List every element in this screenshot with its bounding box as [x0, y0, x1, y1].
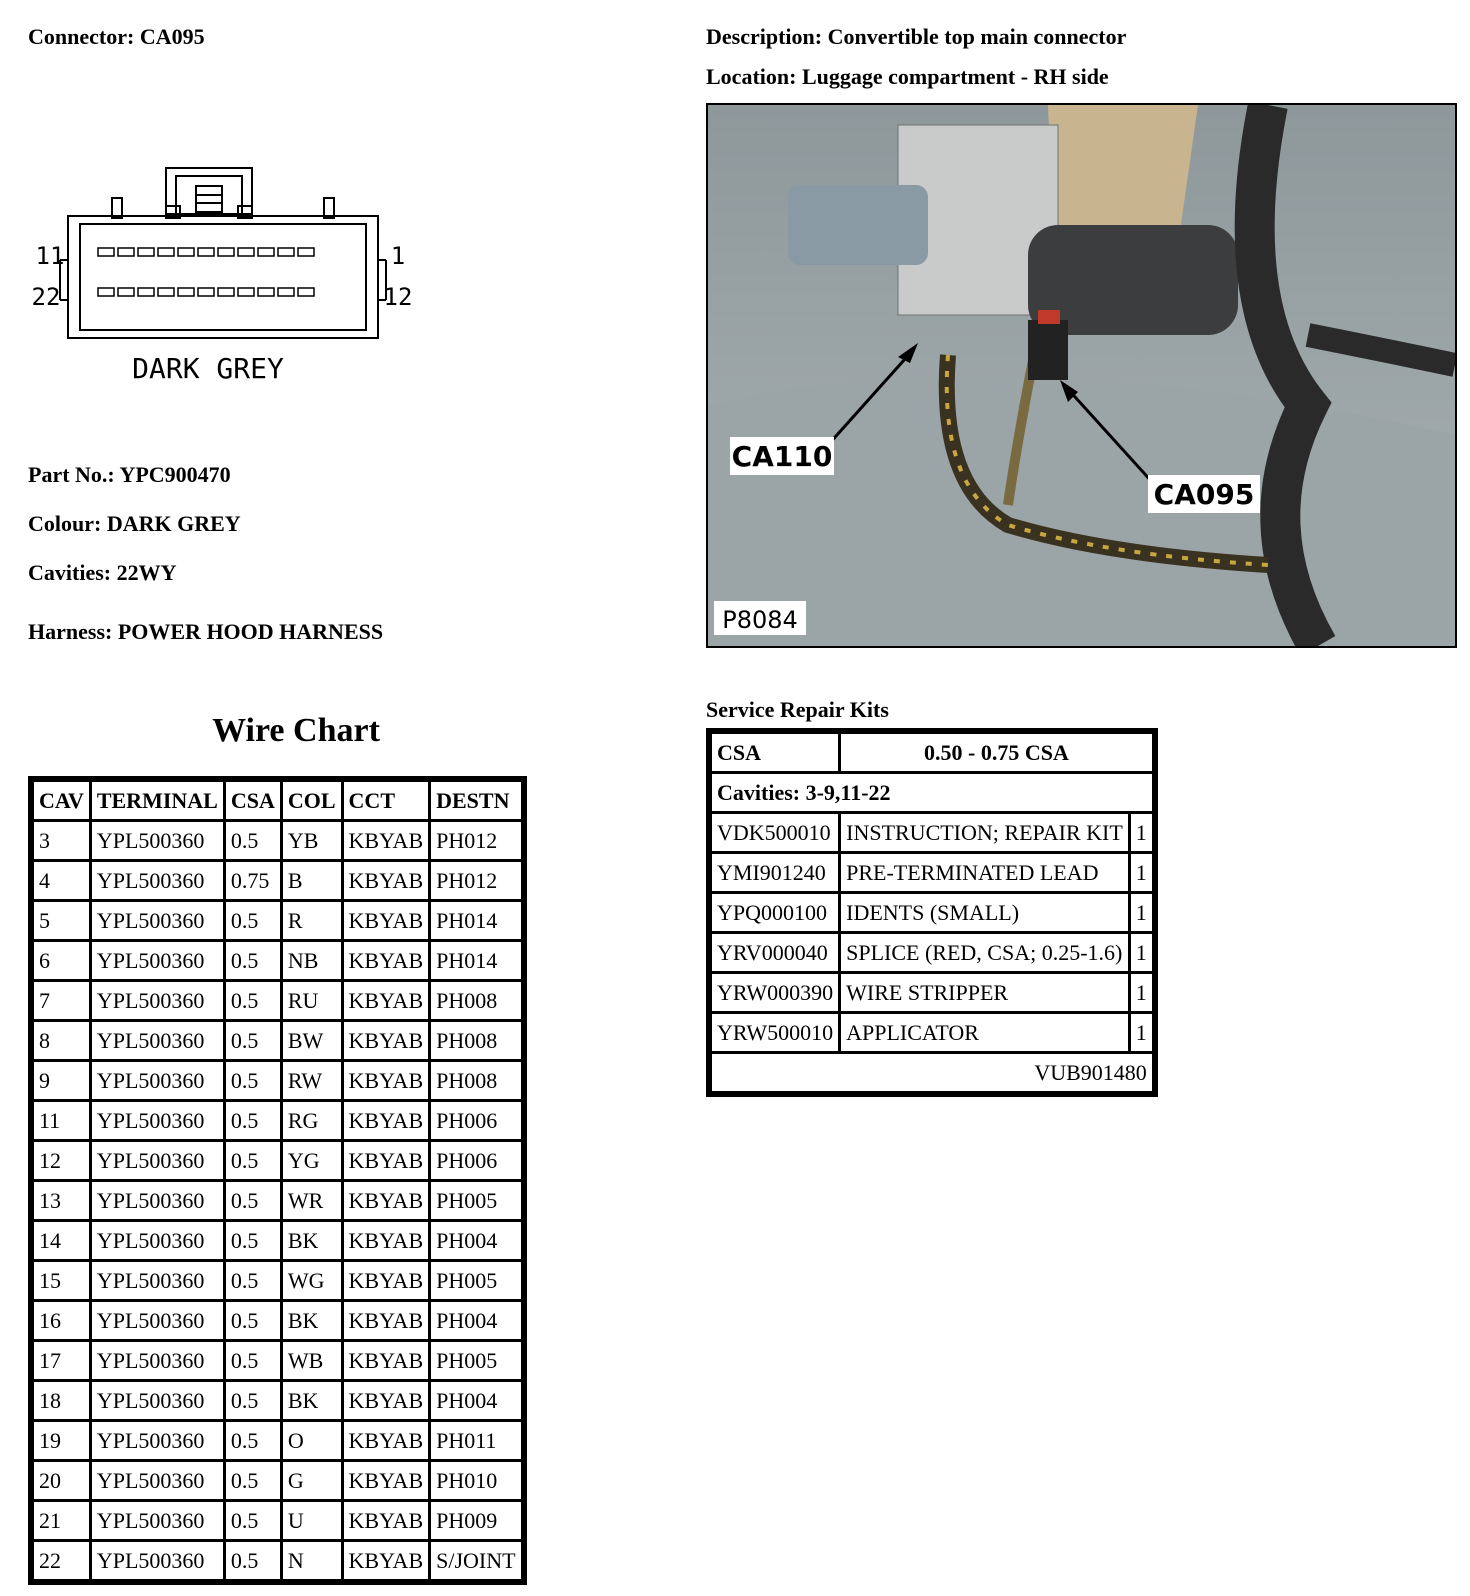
cell-cav: 8 — [34, 1022, 89, 1059]
cavity-slot — [138, 248, 154, 256]
cell-csa: 0.5 — [226, 1022, 280, 1059]
cell-csa: 0.5 — [226, 1302, 280, 1339]
cavity-slot — [238, 288, 254, 296]
cell-cav: 21 — [34, 1502, 89, 1539]
cavity-slot — [298, 248, 314, 256]
harness-line — [28, 619, 383, 645]
cavity-slot — [278, 288, 294, 296]
cell-terminal: YPL500360 — [92, 1382, 223, 1419]
cell-cav: 16 — [34, 1302, 89, 1339]
header-terminal: TERMINAL — [92, 782, 223, 819]
kit-quantity: 1 — [1131, 854, 1152, 891]
service-kits-title: Service Repair Kits — [706, 697, 889, 722]
cell-cav: 18 — [34, 1382, 89, 1419]
kits-footer-row — [712, 1054, 1152, 1091]
cell-cct: KBYAB — [344, 1542, 429, 1579]
cell-col: WR — [283, 1182, 341, 1219]
cell-cav: 15 — [34, 1262, 89, 1299]
cavity-slot — [218, 248, 234, 256]
kits-footer: VUB901480 — [712, 1054, 1152, 1091]
table-row — [34, 1382, 521, 1419]
wire-chart-title: Wire Chart — [212, 712, 380, 749]
harness-value: POWER HOOD HARNESS — [117, 619, 384, 644]
cell-cct: KBYAB — [344, 1062, 429, 1099]
cell-terminal: YPL500360 — [92, 1502, 223, 1539]
cell-destn: PH009 — [431, 1502, 520, 1539]
part-value: YPC900470 — [119, 462, 231, 487]
location-line — [706, 64, 1109, 90]
table-row — [34, 942, 521, 979]
description-value: Convertible top main connector — [827, 24, 1127, 49]
cell-terminal: YPL500360 — [92, 982, 223, 1019]
cell-terminal: YPL500360 — [92, 902, 223, 939]
pin-label-12: 12 — [383, 283, 413, 311]
cell-cct: KBYAB — [344, 1422, 429, 1459]
cavities-value: 22WY — [116, 560, 177, 585]
cell-terminal: YPL500360 — [92, 1342, 223, 1379]
cell-destn: PH014 — [431, 942, 520, 979]
cell-cct: KBYAB — [344, 1302, 429, 1339]
cell-destn: PH005 — [431, 1342, 520, 1379]
cavity-slot — [218, 288, 234, 296]
kits-cavities: Cavities: 3-9,11-22 — [712, 774, 1152, 811]
cell-csa: 0.5 — [226, 942, 280, 979]
kit-description: SPLICE (RED, CSA; 0.25-1.6) — [841, 934, 1128, 971]
cell-terminal: YPL500360 — [92, 1222, 223, 1259]
cell-csa: 0.75 — [226, 862, 280, 899]
kit-row — [712, 974, 1152, 1011]
part-line — [28, 462, 231, 488]
cell-destn: PH011 — [431, 1422, 520, 1459]
table-row — [34, 1102, 521, 1139]
cell-terminal: YPL500360 — [92, 1022, 223, 1059]
cell-csa: 0.5 — [226, 1502, 280, 1539]
cell-col: RG — [283, 1102, 341, 1139]
kit-description: PRE-TERMINATED LEAD — [841, 854, 1128, 891]
cavity-slot — [278, 248, 294, 256]
cell-csa: 0.5 — [226, 1342, 280, 1379]
cell-cav: 11 — [34, 1102, 89, 1139]
cell-col: BK — [283, 1222, 341, 1259]
cell-csa: 0.5 — [226, 1542, 280, 1579]
cavity-slot — [198, 248, 214, 256]
table-row — [34, 1062, 521, 1099]
cell-terminal: YPL500360 — [92, 942, 223, 979]
table-row — [34, 1462, 521, 1499]
cell-cct: KBYAB — [344, 822, 429, 859]
cell-csa: 0.5 — [226, 1222, 280, 1259]
cell-col: O — [283, 1422, 341, 1459]
cavity-slot — [238, 248, 254, 256]
cell-col: N — [283, 1542, 341, 1579]
cell-csa: 0.5 — [226, 1262, 280, 1299]
cell-cav: 3 — [34, 822, 89, 859]
cavity-slot — [298, 288, 314, 296]
cell-csa: 0.5 — [226, 902, 280, 939]
cavity-slot — [138, 288, 154, 296]
wire-chart-header-row — [34, 782, 521, 819]
cell-destn: PH008 — [431, 1062, 520, 1099]
harness-label: Harness: — [28, 619, 113, 644]
cell-terminal: YPL500360 — [92, 822, 223, 859]
colour-line — [28, 511, 241, 537]
table-row — [34, 1022, 521, 1059]
cell-cct: KBYAB — [344, 1502, 429, 1539]
table-row — [34, 862, 521, 899]
cell-destn: S/JOINT — [431, 1542, 520, 1579]
cell-cav: 17 — [34, 1342, 89, 1379]
table-row — [34, 1302, 521, 1339]
cell-col: BK — [283, 1382, 341, 1419]
cell-cct: KBYAB — [344, 1462, 429, 1499]
connector-label: Connector: — [28, 24, 135, 49]
location-label: Location: — [706, 64, 797, 89]
kit-part-number: YRW500010 — [712, 1014, 838, 1051]
table-row — [34, 982, 521, 1019]
cell-col: YG — [283, 1142, 341, 1179]
service-kits-table — [706, 728, 1158, 1097]
cavity-slot — [118, 288, 134, 296]
kit-description: INSTRUCTION; REPAIR KIT — [841, 814, 1128, 851]
table-row — [34, 1342, 521, 1379]
cell-col: BW — [283, 1022, 341, 1059]
cell-col: G — [283, 1462, 341, 1499]
cell-csa: 0.5 — [226, 1422, 280, 1459]
kit-part-number: YRV000040 — [712, 934, 838, 971]
cell-col: B — [283, 862, 341, 899]
cell-cav: 6 — [34, 942, 89, 979]
cell-col: WG — [283, 1262, 341, 1299]
cell-destn: PH005 — [431, 1182, 520, 1219]
kit-part-number: VDK500010 — [712, 814, 838, 851]
cell-csa: 0.5 — [226, 822, 280, 859]
cell-cct: KBYAB — [344, 862, 429, 899]
cell-cav: 7 — [34, 982, 89, 1019]
table-row — [34, 1422, 521, 1459]
header-destn: DESTN — [431, 782, 520, 819]
cell-col: BK — [283, 1302, 341, 1339]
connector-value: CA095 — [139, 24, 205, 49]
cell-destn: PH010 — [431, 1462, 520, 1499]
cell-col: RW — [283, 1062, 341, 1099]
table-row — [34, 902, 521, 939]
cell-csa: 0.5 — [226, 1142, 280, 1179]
kit-row — [712, 814, 1152, 851]
kit-row — [712, 934, 1152, 971]
cell-cct: KBYAB — [344, 1262, 429, 1299]
cell-col: U — [283, 1502, 341, 1539]
cell-cct: KBYAB — [344, 1382, 429, 1419]
cavity-slot — [158, 248, 174, 256]
table-row — [34, 1182, 521, 1219]
kit-description: WIRE STRIPPER — [841, 974, 1128, 1011]
cell-destn: PH005 — [431, 1262, 520, 1299]
cell-destn: PH006 — [431, 1102, 520, 1139]
kit-part-number: YMI901240 — [712, 854, 838, 891]
cell-cav: 19 — [34, 1422, 89, 1459]
cell-terminal: YPL500360 — [92, 1182, 223, 1219]
cell-csa: 0.5 — [226, 1062, 280, 1099]
pin-label-1: 1 — [390, 242, 406, 270]
header-cav: CAV — [34, 782, 89, 819]
cell-cav: 9 — [34, 1062, 89, 1099]
cell-destn: PH006 — [431, 1142, 520, 1179]
kit-row — [712, 1014, 1152, 1051]
cavity-slot — [178, 288, 194, 296]
cell-col: R — [283, 902, 341, 939]
cell-terminal: YPL500360 — [92, 1142, 223, 1179]
callout-ca110: CA110 — [731, 440, 833, 473]
cell-cct: KBYAB — [344, 1182, 429, 1219]
table-row — [34, 1262, 521, 1299]
cell-destn: PH012 — [431, 862, 520, 899]
table-row — [34, 1502, 521, 1539]
cavity-slot — [98, 288, 114, 296]
description-label: Description: — [706, 24, 823, 49]
cell-col: WB — [283, 1342, 341, 1379]
photo-ref: P8084 — [722, 606, 798, 634]
cell-cav: 20 — [34, 1462, 89, 1499]
cell-cct: KBYAB — [344, 982, 429, 1019]
connector-diagram — [28, 160, 428, 400]
cell-terminal: YPL500360 — [92, 1062, 223, 1099]
kit-quantity: 1 — [1131, 894, 1152, 931]
connector-line — [28, 24, 205, 50]
callout-ca095: CA095 — [1153, 478, 1255, 511]
kit-quantity: 1 — [1131, 934, 1152, 971]
cell-cav: 12 — [34, 1142, 89, 1179]
cell-csa: 0.5 — [226, 1382, 280, 1419]
cell-terminal: YPL500360 — [92, 1542, 223, 1579]
cell-terminal: YPL500360 — [92, 1422, 223, 1459]
cell-col: YB — [283, 822, 341, 859]
kit-description: APPLICATOR — [841, 1014, 1128, 1051]
cavity-slot — [258, 248, 274, 256]
cell-destn: PH008 — [431, 982, 520, 1019]
cell-terminal: YPL500360 — [92, 862, 223, 899]
cell-cav: 5 — [34, 902, 89, 939]
cell-terminal: YPL500360 — [92, 1302, 223, 1339]
kits-csa-label: CSA — [712, 734, 838, 771]
cell-destn: PH004 — [431, 1302, 520, 1339]
header-col: COL — [283, 782, 341, 819]
cell-destn: PH004 — [431, 1382, 520, 1419]
kit-quantity: 1 — [1131, 974, 1152, 1011]
table-row — [34, 1542, 521, 1579]
cell-col: RU — [283, 982, 341, 1019]
kits-cavities-row — [712, 774, 1152, 811]
kit-quantity: 1 — [1131, 814, 1152, 851]
cavity-slot — [178, 248, 194, 256]
cavity-slot — [118, 248, 134, 256]
table-row — [34, 1222, 521, 1259]
cell-destn: PH008 — [431, 1022, 520, 1059]
wire-chart-table — [28, 776, 527, 1585]
kits-csa-row — [712, 734, 1152, 771]
cell-cav: 4 — [34, 862, 89, 899]
cell-col: NB — [283, 942, 341, 979]
kit-row — [712, 894, 1152, 931]
cell-cav: 22 — [34, 1542, 89, 1579]
cell-terminal: YPL500360 — [92, 1102, 223, 1139]
cavities-line — [28, 560, 176, 586]
cell-csa: 0.5 — [226, 982, 280, 1019]
kit-part-number: YRW000390 — [712, 974, 838, 1011]
cell-cct: KBYAB — [344, 1222, 429, 1259]
cell-cav: 13 — [34, 1182, 89, 1219]
cell-csa: 0.5 — [226, 1182, 280, 1219]
location-photo — [706, 103, 1457, 648]
cavities-label: Cavities: — [28, 560, 112, 585]
cell-destn: PH012 — [431, 822, 520, 859]
kit-row — [712, 854, 1152, 891]
table-row — [34, 1142, 521, 1179]
cell-cct: KBYAB — [344, 1102, 429, 1139]
cell-cct: KBYAB — [344, 902, 429, 939]
cell-terminal: YPL500360 — [92, 1262, 223, 1299]
part-label: Part No.: — [28, 462, 115, 487]
cell-cct: KBYAB — [344, 942, 429, 979]
cell-destn: PH004 — [431, 1222, 520, 1259]
header-cct: CCT — [344, 782, 429, 819]
connector-colour-caption: DARK GREY — [132, 352, 284, 385]
cell-csa: 0.5 — [226, 1462, 280, 1499]
cell-cct: KBYAB — [344, 1342, 429, 1379]
kits-csa-value: 0.50 - 0.75 CSA — [841, 734, 1152, 771]
pin-label-11: 11 — [35, 242, 65, 270]
cell-csa: 0.5 — [226, 1102, 280, 1139]
cavity-slot — [198, 288, 214, 296]
description-line — [706, 24, 1126, 50]
colour-label: Colour: — [28, 511, 102, 536]
header-csa: CSA — [226, 782, 280, 819]
location-value: Luggage compartment - RH side — [801, 64, 1109, 89]
cell-terminal: YPL500360 — [92, 1462, 223, 1499]
cavity-slot — [258, 288, 274, 296]
pin-label-22: 22 — [31, 283, 61, 311]
cell-cav: 14 — [34, 1222, 89, 1259]
cell-destn: PH014 — [431, 902, 520, 939]
cavity-slot — [98, 248, 114, 256]
kit-description: IDENTS (SMALL) — [841, 894, 1128, 931]
table-row — [34, 822, 521, 859]
kit-part-number: YPQ000100 — [712, 894, 838, 931]
kit-quantity: 1 — [1131, 1014, 1152, 1051]
cell-cct: KBYAB — [344, 1142, 429, 1179]
colour-value: DARK GREY — [106, 511, 241, 536]
cavity-slot — [158, 288, 174, 296]
cell-cct: KBYAB — [344, 1022, 429, 1059]
